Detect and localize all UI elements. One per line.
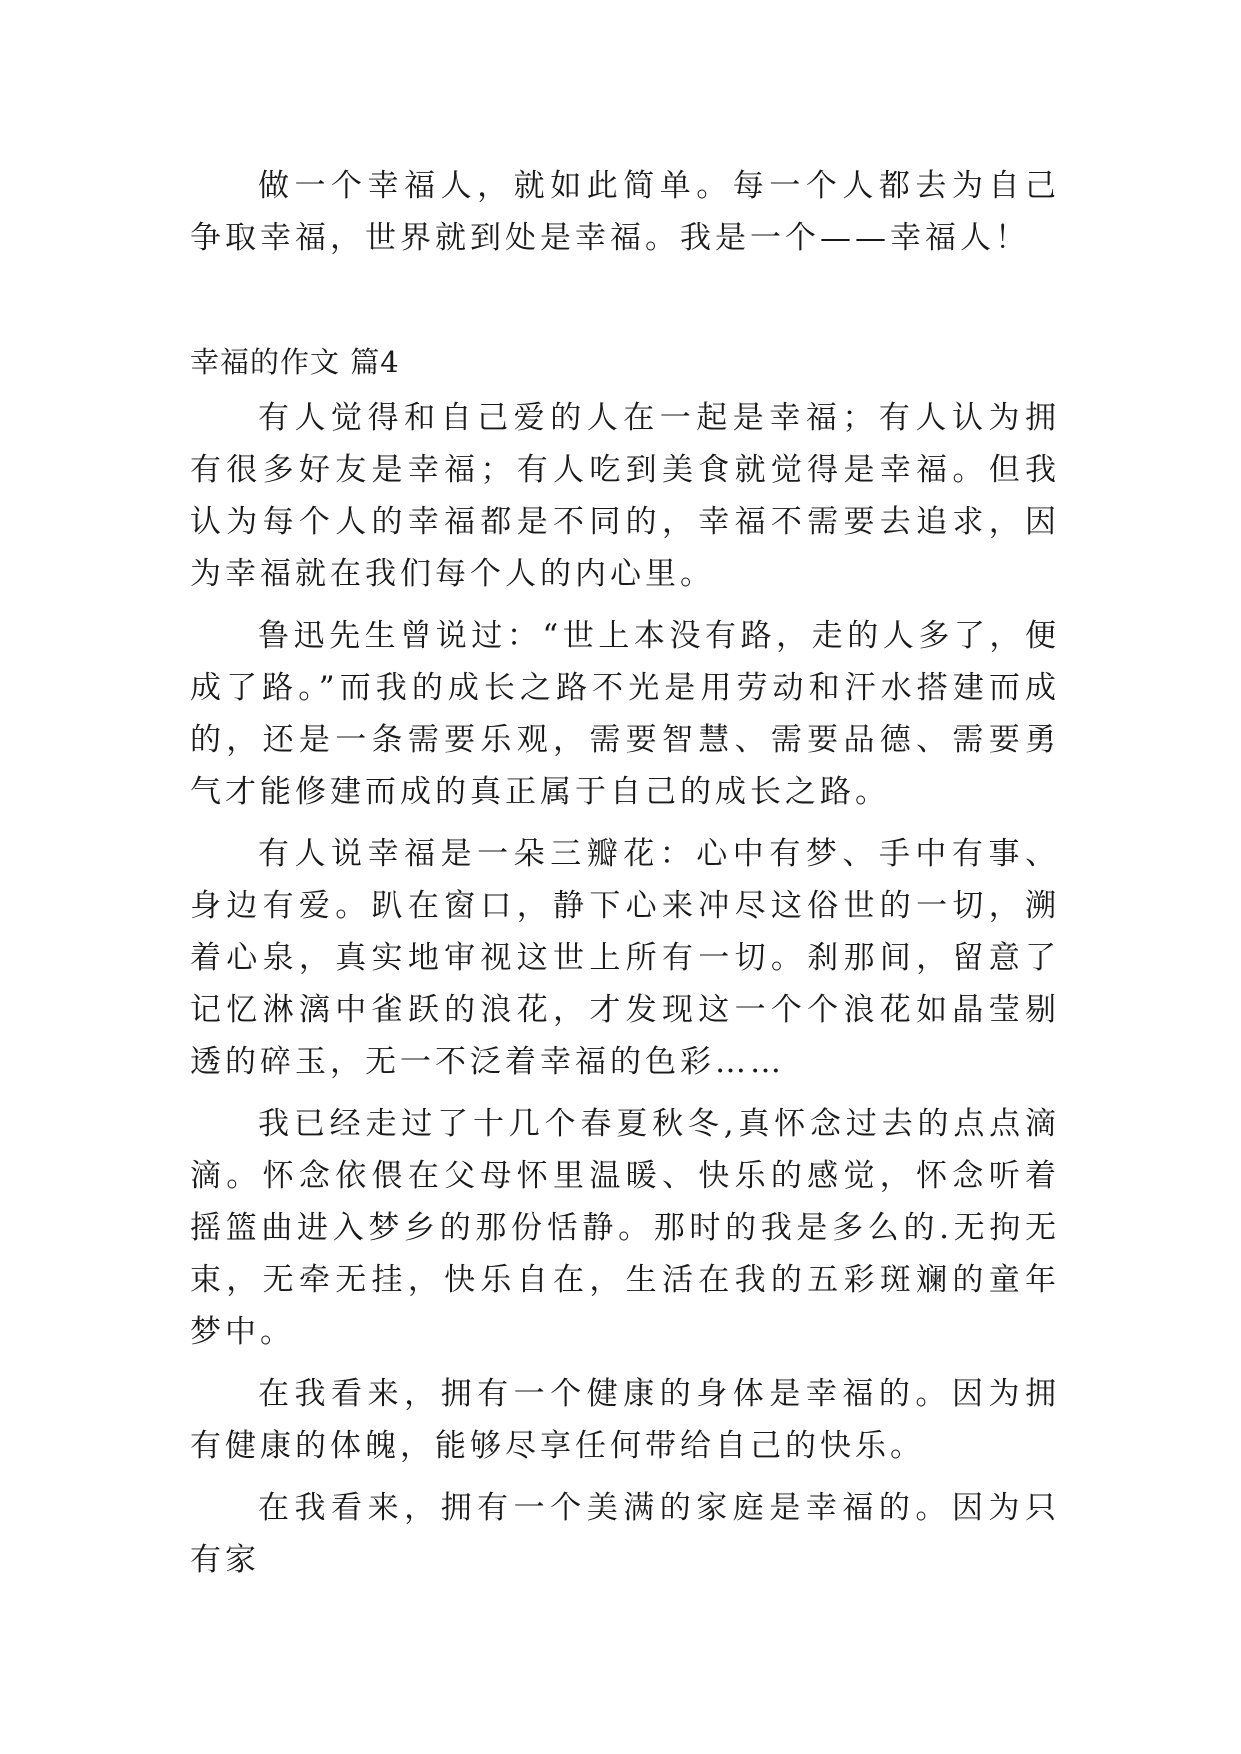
- intro-block: [190, 160, 1060, 264]
- body-paragraph: 在我看来，拥有一个健康的身体是幸福的。因为拥有健康的体魄，能够尽享任何带给自己的快乐。: [190, 1376, 1060, 1464]
- body-paragraph: 有人说幸福是一朵三瓣花：心中有梦、手中有事、身边有爱。趴在窗口，静下心来冲尽这俗世的一切，溯着心泉，真实地审视这世上所有一切。刹那间，留意了记忆淋漓中雀跃的浪花，才发现这一个个浪花如晶莹剔透的碎玉，无一不泛着幸福的色彩……: [190, 836, 1060, 1080]
- intro-paragraph: 做一个幸福人，就如此简单。每一个人都去为自己争取幸福，世界就到处是幸福。我是一个——幸福人！: [190, 168, 1060, 256]
- body-paragraph: 我已经走过了十几个春夏秋冬,真怀念过去的点点滴滴。怀念依偎在父母怀里温暖、快乐的感觉，怀念听着摇篮曲进入梦乡的那份恬静。那时的我是多么的.无拘无束，无牵无挂，快乐自在，生活在我的五彩斑斓的童年梦中。: [190, 1106, 1060, 1350]
- body-paragraph: 在我看来，拥有一个美满的家庭是幸福的。因为只有家: [190, 1490, 1060, 1578]
- section-title: 幸福的作文 篇4: [190, 345, 400, 379]
- body-paragraph: 鲁迅先生曾说过：“世上本没有路，走的人多了，便成了路。”而我的成长之路不光是用劳动和汗水搭建而成的，还是一条需要乐观，需要智慧、需要品德、需要勇气才能修建而成的真正属于自己的成长之路。: [190, 618, 1060, 810]
- body-paragraph: 有人觉得和自己爱的人在一起是幸福；有人认为拥有很多好友是幸福；有人吃到美食就觉得是幸福。但我认为每个人的幸福都是不同的，幸福不需要去追求，因为幸福就在我们每个人的内心里。: [190, 400, 1060, 592]
- essay-body: [190, 392, 1060, 1586]
